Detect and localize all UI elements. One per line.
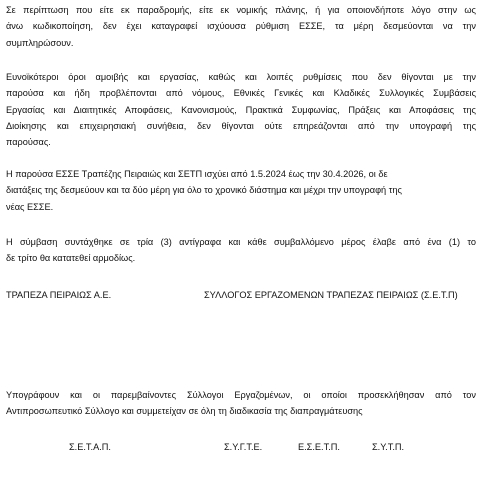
signatory-sygte: Σ.Υ.Γ.Τ.Ε. bbox=[224, 442, 263, 452]
text-line: Υπογράφουν και οι παρεμβαίνοντες Σύλλογοι Εργαζομένων, οι οποίοι προσεκλήθησαν από τον bbox=[6, 390, 476, 400]
text-line: Η σύμβαση συντάχθηκε σε τρία (3) αντίγραφα και κάθε συμβαλλόμενο μέρος έλαβε από ένα (1) το bbox=[6, 237, 476, 247]
text-line: Ευνοϊκότεροι όροι αμοιβής και εργασίας, καθώς και λοιπές ρυθμίσεις που δεν θίγονται με την bbox=[6, 72, 476, 82]
signatory-setap: Σ.Ε.Τ.Α.Π. bbox=[69, 442, 111, 452]
text-line: παρούσα και ήδη προβλέπονται από νόμους, Εθνικές Γενικές και Κλαδικές Συλλογικές Συμβάσεις bbox=[6, 88, 476, 99]
text-line: δε τρίτο θα κατατεθεί αρμοδίως. bbox=[6, 253, 136, 264]
paragraph-intervening-unions bbox=[6, 387, 476, 420]
text-line: παρούσας. bbox=[6, 137, 51, 148]
text-line: Σε περίπτωση που είτε εκ παραδρομής, είτε εκ νομικής πλάνης, ή για οποιονδήποτε λόγο στην ως bbox=[6, 5, 476, 15]
paragraph-favourable-terms bbox=[6, 69, 476, 150]
signatory-sytp: Σ.Υ.Τ.Π. bbox=[372, 442, 405, 452]
signatory-esetp: Ε.Σ.Ε.Τ.Π. bbox=[298, 442, 340, 452]
text-line: Αντιπροσωπευτικό Σύλλογο και συμμετείχαν σε όλη τη διαδικασία της διαπραγμάτευσης bbox=[6, 406, 363, 417]
paragraph-validity-period bbox=[6, 166, 476, 215]
text-line: Διοίκησης και επιχειρησιακή συνήθεια, δεν θίγονται ούτε επηρεάζονται από την υπογραφή της bbox=[6, 120, 476, 131]
text-line: συμπληρώσουν. bbox=[6, 37, 74, 48]
text-line: νέας ΕΣΣΕ. bbox=[6, 201, 54, 212]
text-line: άνω κωδικοποίηση, δεν έχει καταγραφεί ισχύουσα ρύθμιση ΕΣΣΕ, τα μέρη δεσμεύονται να την bbox=[6, 21, 476, 32]
text-line: Η παρούσα ΕΣΣΕ Τραπέζης Πειραιώς και ΣΕΤΠ ισχύει από 1.5.2024 έως την 30.4.2026, οι δε bbox=[6, 169, 388, 179]
text-line: διατάξεις της δεσμεύουν και τα δύο μέρη για όλο το χρονικό διάστημα και μέχρι την υπογραφή της bbox=[6, 185, 402, 196]
party-left-name: ΤΡΑΠΕΖΑ ΠΕΙΡΑΙΩΣ Α.Ε. bbox=[6, 290, 112, 300]
party-right-name: ΣΥΛΛΟΓΟΣ ΕΡΓΑΖΟΜΕΝΩΝ ΤΡΑΠΕΖΑΣ ΠΕΙΡΑΙΩΣ (Σ.Ε.Τ.Π) bbox=[204, 290, 458, 300]
text-line: Εργασίας και Διαιτητικές Αποφάσεις, Κανονισμούς, Πρακτικά Συμφωνίας, Πράξεις και Αποφάσεις της bbox=[6, 104, 476, 115]
paragraph-copies bbox=[6, 234, 476, 267]
paragraph-missing-provisions bbox=[6, 2, 476, 51]
